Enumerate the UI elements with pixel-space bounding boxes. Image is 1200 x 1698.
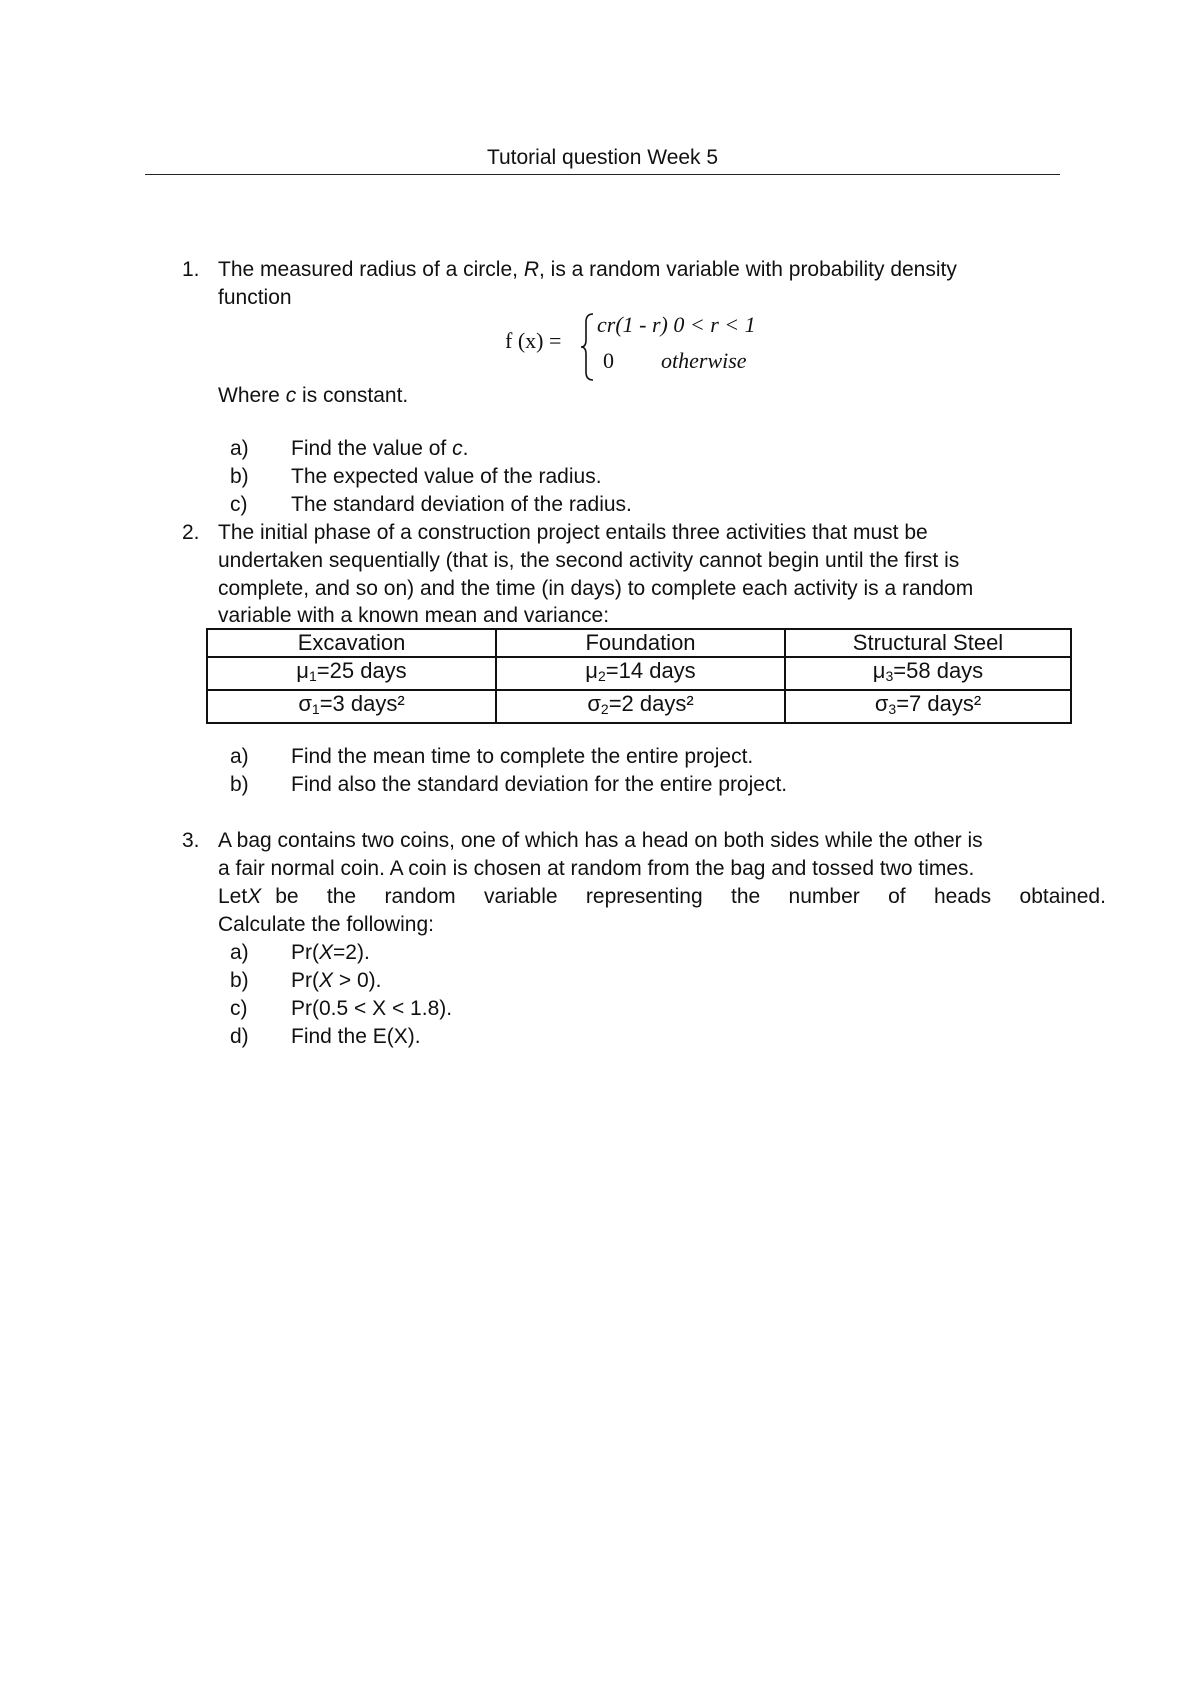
title-rule: [145, 174, 1060, 175]
q3-part-d-text: Find the E(X).: [291, 1025, 421, 1048]
q2-stem-text3: complete, and so on) and the time (in days) to complete each activity is a random: [218, 577, 974, 600]
q1-stem-var: R: [523, 258, 539, 281]
q3-part-b-text: [291, 969, 381, 993]
formula-lhs: f (x) =: [505, 328, 562, 353]
q2-stem-line2: [218, 549, 1106, 573]
q1-part-a-prefix: Find the value of: [291, 437, 453, 460]
q3-stem-word: number: [788, 885, 860, 908]
mean-value: =25 days: [316, 658, 407, 683]
q2-stem-line3: [218, 577, 1106, 601]
pdf-formula: [505, 308, 765, 378]
document-title: Tutorial question Week 5: [486, 146, 719, 169]
variance-subscript: 3: [888, 701, 897, 717]
q3-stem-line1: [218, 829, 1106, 853]
variance-value: =3 days²: [319, 691, 405, 716]
q3-part-b-prefix: Pr(: [291, 969, 319, 992]
q1-part-c-text: The standard deviation of the radius.: [291, 493, 632, 516]
q2-part-b-text: Find also the standard deviation for the entire project.: [291, 773, 788, 796]
q1-part-c-label: c): [230, 493, 248, 516]
q3-part-a-var: X: [319, 941, 334, 964]
table-header-cell: Structural Steel: [785, 629, 1071, 657]
table-cell-mean: [785, 657, 1071, 690]
q3-stem-word: variable: [484, 885, 558, 908]
q3-part-a-text: [291, 941, 370, 965]
q3-number: 3.: [182, 829, 200, 852]
q2-stem-text1: The initial phase of a construction project entails three activities that must be: [218, 521, 928, 544]
q1-part-b-text: The expected value of the radius.: [291, 465, 602, 488]
q2-stem-text2: undertaken sequentially (that is, the second activity cannot begin until the first is: [218, 549, 960, 572]
q3-part-a-suffix: =2).: [333, 941, 370, 964]
q1-part-a-text: [291, 437, 468, 461]
q3-stem-word: the: [326, 885, 357, 908]
formula-case2-value: 0: [603, 348, 614, 373]
mean-subscript: 3: [885, 668, 894, 684]
q1-where-suffix: is constant.: [296, 384, 409, 407]
q2-stem-line1: [218, 521, 1106, 545]
variance-symbol: σ: [587, 691, 601, 716]
q3-stem-word: of: [888, 885, 906, 908]
q3-stem-word: obtained.: [1019, 885, 1106, 908]
q3-stem-word: be: [275, 885, 299, 908]
variance-value: =2 days²: [608, 691, 694, 716]
q3-stem-line2: [218, 857, 1106, 881]
q1-where-var: c: [285, 384, 297, 407]
q1-stem-line2: function: [218, 286, 292, 309]
q2-part-a-label: a): [230, 745, 249, 768]
q1-stem-line1: [218, 258, 1106, 282]
mean-value: =58 days: [893, 658, 984, 683]
q1-part-a-var: c: [452, 437, 463, 460]
q1-stem-start: The measured radius of a circle,: [218, 258, 524, 281]
mean-subscript: 2: [597, 668, 606, 684]
q3-part-b-var: X: [319, 969, 334, 992]
q3-part-a-prefix: Pr(: [291, 941, 319, 964]
q3-part-b-label: b): [230, 969, 249, 992]
table-header-cell: Excavation: [207, 629, 496, 657]
q3-stem-text2: a fair normal coin. A coin is chosen at random from the bag and tossed two times.: [218, 857, 975, 880]
variance-symbol: σ: [298, 691, 312, 716]
q1-part-a-suffix: .: [462, 437, 469, 460]
q2-number: 2.: [182, 521, 200, 544]
q3-part-c-text: Pr(0.5 < X < 1.8).: [291, 997, 453, 1020]
q3-let-var: X: [247, 885, 262, 908]
formula-case1: cr(1 - r) 0 < r < 1: [597, 312, 756, 337]
q2-part-a-text: Find the mean time to complete the entire project.: [291, 745, 754, 768]
table-header-cell: Foundation: [496, 629, 785, 657]
variance-subscript: 2: [600, 701, 609, 717]
q1-stem-end: , is a random variable with probability density: [538, 258, 957, 281]
q3-stem-line4: Calculate the following:: [218, 913, 434, 936]
mean-symbol: μ: [585, 658, 598, 683]
mean-subscript: 1: [308, 668, 317, 684]
q3-stem-word: heads: [933, 885, 992, 908]
q1-where-line: [218, 384, 408, 408]
q3-stem-text1: A bag contains two coins, one of which has a head on both sides while the other is: [218, 829, 983, 852]
q3-stem-text3: [275, 885, 1106, 909]
q2-stem-line4: variable with a known mean and variance:: [218, 604, 610, 627]
table-cell-mean: [207, 657, 496, 690]
q1-part-b-label: b): [230, 465, 249, 488]
mean-value: =14 days: [605, 658, 696, 683]
table-cell-variance: [207, 690, 496, 723]
q3-let-word: Let: [218, 885, 248, 908]
formula-case2: [603, 348, 747, 374]
q3-part-a-label: a): [230, 941, 249, 964]
q2-part-b-label: b): [230, 773, 249, 796]
mean-symbol: μ: [872, 658, 886, 683]
q1-number: 1.: [182, 258, 200, 281]
table-cell-variance: [496, 690, 785, 723]
q3-part-c-label: c): [230, 997, 248, 1020]
q3-stem-line3: [218, 885, 1106, 909]
activity-table: [206, 628, 1072, 724]
table-header-row: [207, 629, 1071, 657]
q3-stem-word: representing: [585, 885, 703, 908]
q1-part-a-label: a): [230, 437, 249, 460]
table-row-means: [207, 657, 1071, 690]
q3-part-d-label: d): [230, 1025, 249, 1048]
mean-symbol: μ: [296, 658, 309, 683]
q1-where-prefix: Where: [218, 384, 286, 407]
formula-case2-condition: otherwise: [661, 348, 747, 373]
q3-stem-word: the: [731, 885, 761, 908]
q3-part-b-suffix: > 0).: [333, 969, 382, 992]
table-row-variances: [207, 690, 1071, 723]
left-brace-icon: [579, 312, 595, 382]
variance-symbol: σ: [874, 691, 889, 716]
q3-stem-word: random: [384, 885, 456, 908]
table-cell-variance: [785, 690, 1071, 723]
variance-subscript: 1: [311, 701, 320, 717]
table-cell-mean: [496, 657, 785, 690]
variance-value: =7 days²: [896, 691, 982, 716]
